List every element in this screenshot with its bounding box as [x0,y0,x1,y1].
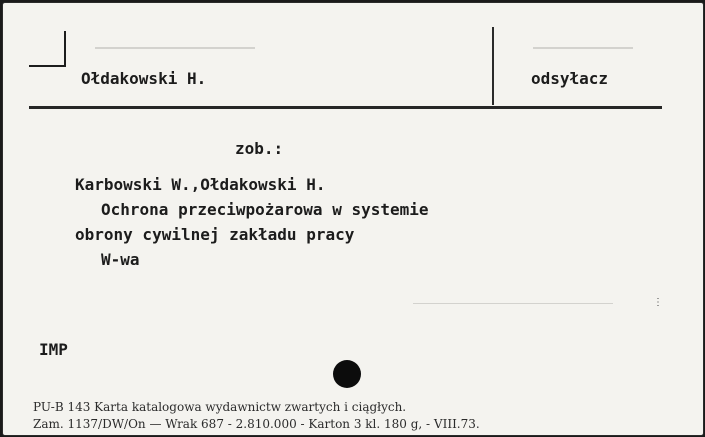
punch-hole [333,360,361,388]
header-rule [29,106,662,109]
margin-mark: ⋮ [653,297,663,308]
faint-trace [413,303,613,304]
catalog-card [2,2,704,436]
entry-line: obrony cywilnej zakładu pracy [75,225,355,244]
heading-name: Ołdakowski H. [81,69,207,88]
corner-mark-horizontal [29,65,66,67]
heading-type: odsyłacz [531,69,609,88]
faint-trace [533,47,633,49]
entry-line: Karbowski W.,Ołdakowski H. [75,175,326,194]
column-divider [492,27,494,105]
faint-trace [95,47,255,49]
entry-line: W-wa [101,250,140,269]
library-stamp: IMP [39,340,68,359]
see-reference-label: zob.: [235,139,284,158]
corner-mark-vertical [64,31,66,67]
footer-line: PU-B 143 Karta katalogowa wydawnictw zwartych i ciągłych. [33,400,407,414]
entry-line: Ochrona przeciwpożarowa w systemie [101,200,429,219]
footer-line: Zam. 1137/DW/On — Wrak 687 - 2.810.000 - Karton 3 kl. 180 g, - VIII.73. [33,417,480,431]
